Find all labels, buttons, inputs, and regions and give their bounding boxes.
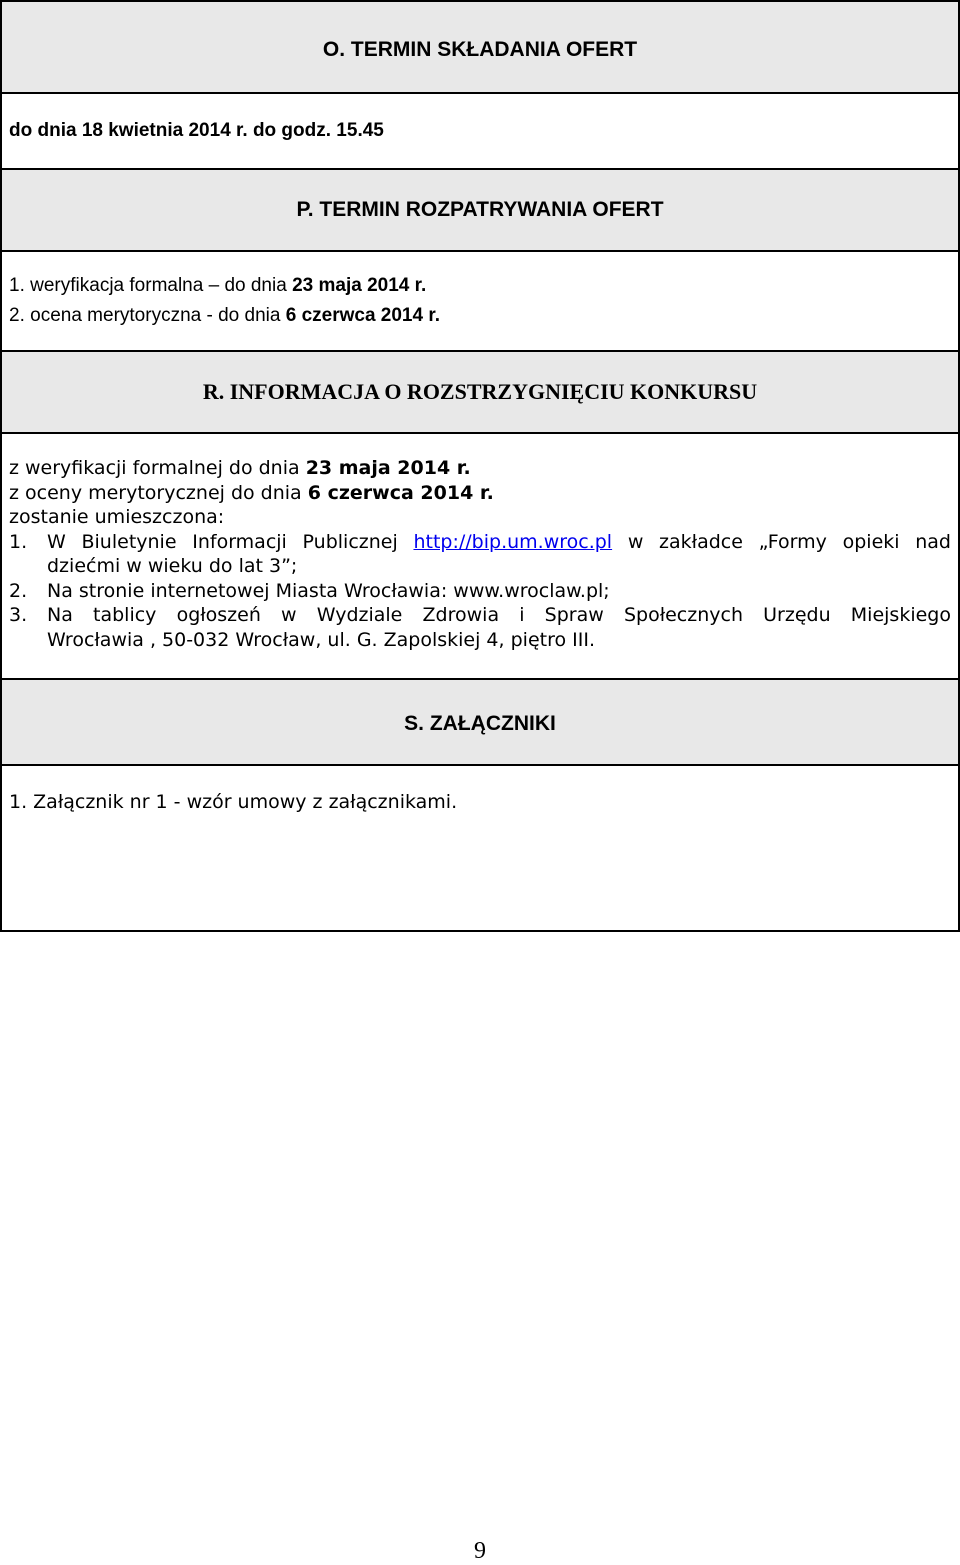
section-o-heading: O. TERMIN SKŁADANIA OFERT: [1, 1, 959, 93]
section-r-line-3: zostanie umieszczona:: [9, 506, 225, 528]
section-r-item-1: 1. W Biuletynie Informacji Publicznej http://bip.um.wroc.pl w zakładce „Formy opieki nad dziećmi w wieku do lat 3”;: [9, 530, 951, 577]
bip-link[interactable]: http://bip.um.wroc.pl: [413, 530, 613, 553]
section-s-heading: S. ZAŁĄCZNIKI: [1, 679, 959, 765]
section-r-heading: R. INFORMACJA O ROZSTRZYGNIĘCIU KONKURSU: [1, 351, 959, 433]
section-s-body: [1, 765, 959, 931]
section-p-item-1: 1. weryfikacja formalna – do dnia 23 maja 2014 r.: [9, 275, 427, 296]
section-r-body: [1, 433, 959, 679]
section-r-line-1: z weryfikacji formalnej do dnia 23 maja 2014 r.: [9, 457, 471, 479]
section-p-item-2: 2. ocena merytoryczna - do dnia 6 czerwca 2014 r.: [9, 305, 440, 326]
section-r-line-2: z oceny merytorycznej do dnia 6 czerwca 2014 r.: [9, 481, 494, 504]
section-p-item-2-date: 6 czerwca 2014 r.: [285, 305, 440, 326]
section-p-body: [1, 251, 959, 351]
section-r-item-2: 2. Na stronie internetowej Miasta Wrocławia: www.wroclaw.pl;: [9, 579, 610, 602]
section-r-item-3: 3. Na tablicy ogłoszeń w Wydziale Zdrowia i Spraw Społecznych Urzędu Miejskiego Wrocławia , 50-032 Wrocław, ul. G. Zapolskiej 4, piętro III.: [9, 604, 951, 651]
section-s-item-1: 1. Załącznik nr 1 - wzór umowy z załącznikami.: [9, 791, 458, 813]
section-p-item-1-date: 23 maja 2014 r.: [292, 275, 427, 296]
section-p-heading: P. TERMIN ROZPATRYWANIA OFERT: [1, 169, 959, 251]
page-number: 9: [474, 1538, 486, 1564]
section-o-deadline: do dnia 18 kwietnia 2014 r. do godz. 15.45: [1, 93, 959, 169]
